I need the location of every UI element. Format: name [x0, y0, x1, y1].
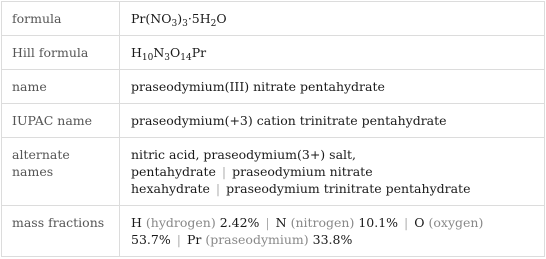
formula-part: Pr(NO — [131, 11, 172, 26]
row-label-mass-fractions: mass fractions — [12, 215, 105, 230]
value-cell — [120, 36, 545, 70]
row-alternate-names — [2, 138, 545, 206]
row-label-alternate-names: alternate names — [12, 147, 70, 179]
label-cell — [2, 206, 120, 257]
formula-part: ·5H — [187, 11, 211, 26]
value-cell — [120, 70, 545, 104]
fraction-element-name: (praseodymium) — [205, 232, 309, 247]
alternate-name: praseodymium trinitrate pentahydrate — [226, 181, 471, 196]
formula-part: H — [131, 45, 142, 60]
value-cell — [120, 104, 545, 138]
formula-subscript: 14 — [180, 53, 192, 63]
fraction-value: 2.42% — [219, 215, 260, 230]
fraction-symbol: O — [414, 215, 425, 230]
formula-subscript: 3 — [182, 19, 188, 29]
label-cell — [2, 70, 120, 104]
alternate-names-list — [120, 138, 544, 205]
separator: | — [404, 215, 409, 230]
separator: | — [176, 232, 181, 247]
fraction-symbol: Pr — [186, 232, 202, 247]
separator: | — [215, 181, 221, 196]
row-formula — [2, 2, 545, 36]
hill-formula — [120, 36, 544, 69]
fraction-value: 33.8% — [312, 232, 353, 247]
row-hill-formula — [2, 36, 545, 70]
formula-part: Pr — [191, 45, 207, 60]
alternate-name: nitric acid, praseodymium(3+) salt, pentahydrate — [131, 147, 357, 179]
separator: | — [221, 164, 227, 179]
fraction-value: 10.1% — [358, 215, 399, 230]
mass-fractions-list — [120, 206, 544, 256]
fraction-symbol: H — [131, 215, 142, 230]
formula-subscript: 3 — [164, 53, 171, 63]
value-cell — [120, 2, 545, 36]
row-name — [2, 70, 545, 104]
fraction-symbol: N — [275, 215, 287, 230]
iupac-name: praseodymium(+3) cation trinitrate pentahydrate — [131, 113, 447, 128]
fraction-value: 53.7% — [131, 232, 171, 247]
row-label-formula: formula — [12, 11, 62, 26]
label-cell — [2, 36, 120, 70]
row-mass-fractions — [2, 206, 545, 257]
chemical-formula — [120, 2, 544, 35]
row-label-hill-formula: Hill formula — [12, 45, 89, 60]
label-cell — [2, 138, 120, 206]
formula-part: O — [216, 11, 227, 26]
compound-name: praseodymium(III) nitrate pentahydrate — [131, 79, 385, 94]
formula-part: ) — [177, 11, 183, 26]
separator: | — [265, 215, 270, 230]
alternate-name: praseodymium nitrate hexahydrate — [131, 164, 373, 196]
label-cell — [2, 104, 120, 138]
fraction-element-name: (nitrogen) — [290, 215, 355, 230]
row-label-iupac-name: IUPAC name — [12, 113, 93, 128]
row-iupac-name — [2, 104, 545, 138]
fraction-element-name: (hydrogen) — [145, 215, 216, 230]
formula-subscript: 3 — [171, 19, 178, 29]
formula-part: N — [153, 45, 165, 60]
formula-subscript: 2 — [210, 19, 217, 29]
formula-subscript: 10 — [141, 53, 154, 63]
properties-table — [1, 1, 545, 257]
value-cell — [120, 206, 545, 257]
label-cell — [2, 2, 120, 36]
value-cell — [120, 138, 545, 206]
formula-part: O — [170, 45, 181, 60]
fraction-element-name: (oxygen) — [428, 215, 484, 230]
row-label-name: name — [12, 79, 47, 94]
